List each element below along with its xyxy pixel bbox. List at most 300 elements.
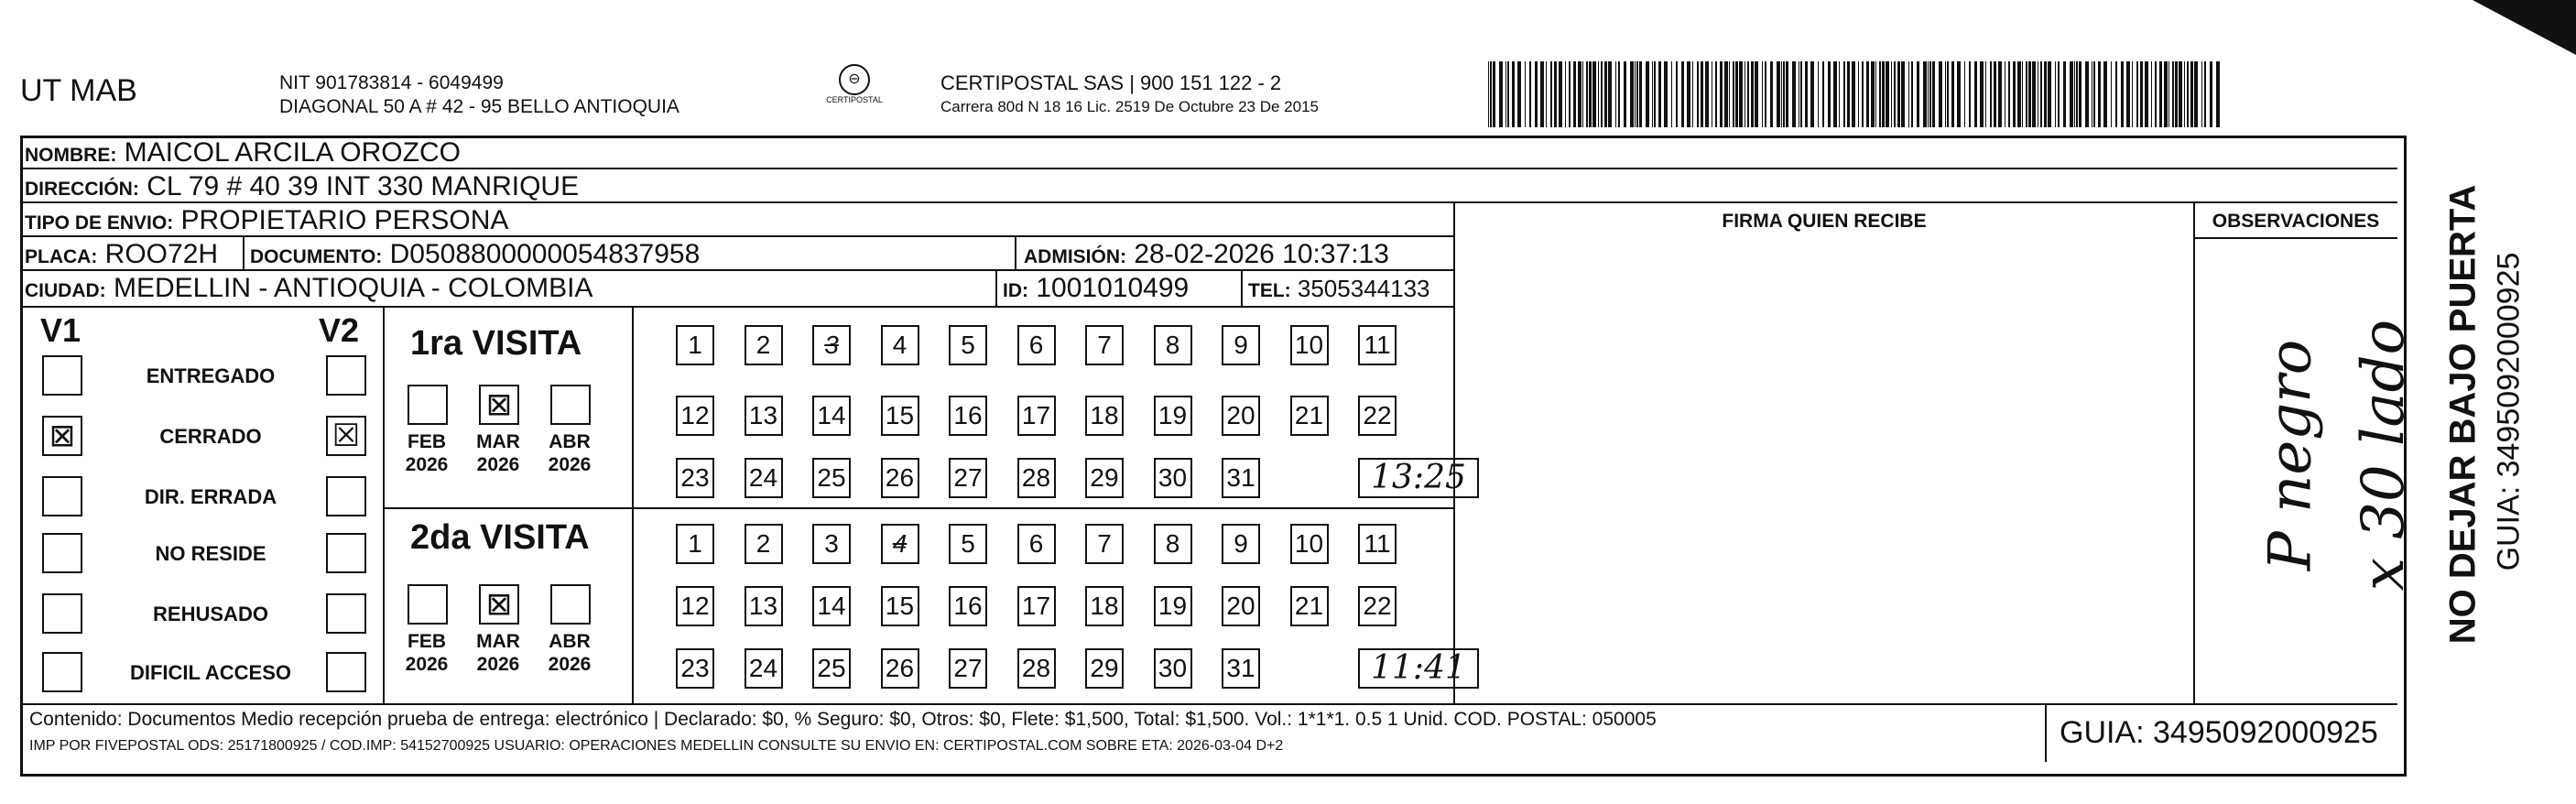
day-box[interactable]: 2 xyxy=(745,524,783,564)
month-checkbox[interactable] xyxy=(550,584,591,625)
barcode-bar xyxy=(2172,61,2174,127)
v1-checkbox[interactable] xyxy=(42,476,82,516)
month-name: FEB xyxy=(408,631,446,652)
month-checkbox[interactable] xyxy=(408,584,448,625)
barcode-bar xyxy=(2074,61,2075,127)
barcode-bar xyxy=(1540,61,1544,127)
barcode-bar xyxy=(1630,61,1634,127)
barcode-bar xyxy=(1792,61,1796,127)
side-panel xyxy=(2408,165,2527,678)
barcode-bar xyxy=(2175,61,2178,127)
barcode-bar xyxy=(1894,61,1896,127)
barcode-bar xyxy=(1639,61,1642,127)
barcode-bar xyxy=(2132,61,2133,127)
barcode-bar xyxy=(1985,61,1986,127)
day-box[interactable]: 17 xyxy=(1017,586,1056,626)
day-box[interactable]: 29 xyxy=(1085,458,1124,498)
v1-checkbox[interactable] xyxy=(42,355,82,396)
barcode-bar xyxy=(1512,61,1515,127)
barcode-bar xyxy=(1697,61,1699,127)
month-year: 2026 xyxy=(548,454,592,475)
day-box[interactable]: 6 xyxy=(1017,325,1056,365)
barcode-bar xyxy=(1658,61,1661,127)
barcode-bar xyxy=(1783,61,1785,127)
barcode-bar xyxy=(1720,61,1723,127)
barcode-bar xyxy=(1747,61,1749,127)
day-box[interactable]: 7 xyxy=(1085,325,1124,365)
barcode-bar xyxy=(2168,61,2169,127)
barcode-bar xyxy=(1777,61,1780,127)
day-box[interactable]: 14 xyxy=(812,586,851,626)
handwriting-line1: P negro xyxy=(2256,339,2325,571)
barcode-bar xyxy=(2216,61,2220,127)
documento-value: D0508800000054837958 xyxy=(389,239,701,269)
v2-checkbox[interactable] xyxy=(326,355,366,396)
barcode-bar xyxy=(1765,61,1766,127)
barcode-bar xyxy=(2028,61,2031,127)
barcode-bar xyxy=(2159,61,2162,127)
v1-header: V1 xyxy=(40,311,82,349)
documento-cell xyxy=(243,237,700,271)
day-box[interactable]: 13 xyxy=(745,586,783,626)
day-box[interactable]: 14 xyxy=(812,396,851,436)
barcode-bar xyxy=(2093,61,2095,127)
day-box[interactable]: 1 xyxy=(676,524,714,564)
barcode-bar xyxy=(1601,61,1603,127)
status-divider xyxy=(383,308,385,703)
direccion-label: DIRECCIÓN: xyxy=(25,179,139,200)
contenido-text: Contenido: Documentos Medio recepción prueba de entrega: electrónico | Declarado: $0, % Seguro: $0, Otros: $0, Flete: $1,500, Total: $1,500. Vol.: 1*1*1. 0.5 1 Unid. COD. POSTAL: 050005 xyxy=(29,709,1657,730)
guia-footer: GUIA: 3495092000925 xyxy=(2045,703,2397,762)
barcode-bar xyxy=(1529,61,1531,127)
barcode-bar xyxy=(2126,61,2130,127)
barcode-bar xyxy=(1586,61,1588,127)
v1-checkbox[interactable] xyxy=(42,652,82,692)
day-box[interactable]: 2 xyxy=(745,325,783,365)
barcode-bar xyxy=(1701,61,1703,127)
v1-checkbox[interactable] xyxy=(42,533,82,573)
id-label: ID: xyxy=(1003,280,1028,301)
barcode-bar xyxy=(2070,61,2073,127)
barcode-bar xyxy=(1781,61,1782,127)
barcode-bar xyxy=(1715,61,1717,127)
firma-header: FIRMA QUIEN RECIBE xyxy=(1722,211,1927,232)
barcode-bar xyxy=(1805,61,1808,127)
barcode-bar xyxy=(1762,61,1763,127)
barcode-bar xyxy=(1879,61,1881,127)
day-box[interactable]: 13 xyxy=(745,396,783,436)
day-box[interactable]: 10 xyxy=(1290,524,1329,564)
day-box[interactable]: 3 xyxy=(812,524,851,564)
barcode-bar xyxy=(1615,61,1616,127)
barcode-bar xyxy=(1578,61,1581,127)
barcode-bar xyxy=(1559,61,1562,127)
barcode-bar xyxy=(2013,61,2016,127)
month-name: FEB xyxy=(408,431,446,452)
day-box[interactable]: 16 xyxy=(949,396,987,436)
barcode-bar xyxy=(2190,61,2193,127)
corner-fold-icon xyxy=(2473,0,2576,55)
day-box[interactable]: 8 xyxy=(1154,325,1192,365)
day-box[interactable]: 19 xyxy=(1154,396,1192,436)
placa-value: ROO72H xyxy=(104,239,219,269)
day-box[interactable]: 16 xyxy=(949,586,987,626)
day-box[interactable]: 19 xyxy=(1154,586,1192,626)
barcode-bar xyxy=(2187,61,2189,127)
side-warning: NO DEJAR BAJO PUERTA xyxy=(2442,184,2484,645)
barcode-bar xyxy=(1852,61,1855,127)
barcode-bar xyxy=(1998,61,2002,127)
barcode-bar xyxy=(2026,61,2027,127)
tel-cell xyxy=(1241,271,1430,306)
barcode-bar xyxy=(1828,61,1831,127)
status-label: CERRADO xyxy=(159,425,262,448)
barcode-bar xyxy=(1550,61,1552,127)
barcode-bar xyxy=(1569,61,1571,127)
barcode-bar xyxy=(1505,61,1506,127)
barcode-bar xyxy=(1945,61,1946,127)
barcode-bar xyxy=(2184,61,2185,127)
barcode-bar xyxy=(1687,61,1690,127)
day-box[interactable]: 31 xyxy=(1222,458,1260,498)
barcode-bar xyxy=(1886,61,1889,127)
tel-value: 3505344133 xyxy=(1297,275,1430,302)
barcode-bar xyxy=(1755,61,1758,127)
barcode-bar xyxy=(2063,61,2066,127)
day-box[interactable]: 22 xyxy=(1358,396,1397,436)
day-box[interactable]: 21 xyxy=(1290,396,1329,436)
barcode-bar xyxy=(2058,61,2060,127)
company-name: UT MAB xyxy=(20,73,137,108)
barcode-bar xyxy=(1490,61,1492,127)
barcode-bar xyxy=(1974,61,1977,127)
month-year: 2026 xyxy=(405,454,449,475)
day-box[interactable]: 25 xyxy=(812,458,851,498)
day-box[interactable]: 23 xyxy=(676,458,714,498)
barcode-bar xyxy=(1525,61,1526,127)
barcode-bar xyxy=(1858,61,1859,127)
handwriting-line2: x 30 lado xyxy=(2350,319,2418,592)
month-label xyxy=(475,630,521,676)
month-label xyxy=(475,430,521,476)
month-year: 2026 xyxy=(476,654,520,675)
barcode-bar xyxy=(1654,61,1656,127)
barcode-bar xyxy=(1862,61,1864,127)
day-box[interactable]: 1 xyxy=(676,325,714,365)
day-box[interactable]: 24 xyxy=(745,458,783,498)
day-box[interactable]: 5 xyxy=(949,325,987,365)
barcode-bar xyxy=(2111,61,2112,127)
day-box[interactable]: 11 xyxy=(1358,524,1397,564)
barcode-bar xyxy=(1908,61,1909,127)
barcode-bar xyxy=(2076,61,2078,127)
barcode-bar xyxy=(1932,61,1935,127)
barcode-image xyxy=(1488,61,2221,127)
day-box[interactable]: 3 xyxy=(812,325,851,365)
day-box[interactable]: 9 xyxy=(1222,524,1260,564)
barcode-bar xyxy=(1635,61,1636,127)
barcode-bar xyxy=(2022,61,2023,127)
v2-checkbox[interactable]: ☒ xyxy=(326,416,366,456)
address-text: DIAGONAL 50 A # 42 - 95 BELLO ANTIOQUIA xyxy=(279,96,679,117)
barcode-bar xyxy=(1535,61,1538,127)
barcode-bar xyxy=(2179,61,2182,127)
barcode-bar xyxy=(1751,61,1754,127)
barcode-bar xyxy=(1929,61,1931,127)
day-box[interactable]: 4 xyxy=(881,325,919,365)
barcode-bar xyxy=(2145,61,2148,127)
nit-text: NIT 901783814 - 6049499 xyxy=(279,72,504,93)
barcode-bar xyxy=(1671,61,1672,127)
barcode-bar xyxy=(1565,61,1566,127)
barcode-bar xyxy=(1980,61,1984,127)
barcode-bar xyxy=(2048,61,2051,127)
day-box[interactable]: 29 xyxy=(1085,648,1124,689)
barcode-bar xyxy=(1554,61,1557,127)
barcode-bar xyxy=(1739,61,1743,127)
day-box[interactable]: 15 xyxy=(881,396,919,436)
time-box[interactable]: 13:25 xyxy=(1358,458,1479,498)
barcode-bar xyxy=(1969,61,1971,127)
barcode-bar xyxy=(2140,61,2143,127)
barcode-bar xyxy=(1681,61,1684,127)
barcode-bar xyxy=(2151,61,2152,127)
barcode-bar xyxy=(1891,61,1892,127)
month-label xyxy=(404,430,450,476)
footer-line xyxy=(20,703,2397,705)
barcode-bar xyxy=(1847,61,1850,127)
day-box[interactable]: 26 xyxy=(881,458,919,498)
firma-divider xyxy=(1453,203,1455,703)
v2-checkbox[interactable] xyxy=(326,533,366,573)
day-box[interactable]: 30 xyxy=(1154,648,1192,689)
side-guia: GUIA: 3495092000925 xyxy=(2491,252,2527,571)
status-label: ENTREGADO xyxy=(146,364,276,387)
day-box[interactable]: 18 xyxy=(1085,586,1124,626)
barcode-bar xyxy=(2115,61,2117,127)
tipo-row xyxy=(20,203,1454,237)
barcode-bar xyxy=(1843,61,1845,127)
imp-text: IMP POR FIVEPOSTAL ODS: 25171800925 / COD.IMP: 54152700925 USUARIO: OPERACIONES MEDELLIN CONSULTE SU ENVIO EN: CERTIPOSTAL.COM SOBRE ETA: 2026-03-04 D+2 xyxy=(29,738,1284,754)
barcode-bar xyxy=(1646,61,1649,127)
day-box[interactable]: 28 xyxy=(1017,648,1056,689)
barcode-bar xyxy=(1800,61,1802,127)
direccion-row xyxy=(20,169,2397,203)
barcode-bar xyxy=(1833,61,1837,127)
day-box[interactable]: 10 xyxy=(1290,325,1329,365)
barcode-bar xyxy=(2032,61,2036,127)
barcode-bar xyxy=(1911,61,1913,127)
barcode-bar xyxy=(1604,61,1607,127)
barcode-bar xyxy=(1875,61,1876,127)
month-year: 2026 xyxy=(548,654,592,675)
day-box[interactable]: 18 xyxy=(1085,396,1124,436)
barcode-bar xyxy=(1839,61,1840,127)
day-box[interactable]: 22 xyxy=(1358,586,1397,626)
logo-text: CERTIPOSTAL xyxy=(826,95,883,104)
barcode-bar xyxy=(1735,61,1738,127)
barcode-bar xyxy=(2136,61,2138,127)
month-name: ABR xyxy=(549,631,591,652)
nombre-value: MAICOL ARCILA OROZCO xyxy=(124,137,461,168)
barcode-bar xyxy=(1724,61,1728,127)
month-year: 2026 xyxy=(405,654,449,675)
barcode-bar xyxy=(1810,61,1814,127)
barcode-bar xyxy=(1897,61,1900,127)
day-box[interactable]: 24 xyxy=(745,648,783,689)
day-box[interactable]: 5 xyxy=(949,524,987,564)
barcode-bar xyxy=(1733,61,1734,127)
barcode-bar xyxy=(1866,61,1869,127)
barcode-bar xyxy=(2098,61,2101,127)
visit1-title: 1ra VISITA xyxy=(410,324,582,363)
months-divider xyxy=(632,308,634,703)
logo-mark-icon: ⊖ xyxy=(839,64,870,95)
ciudad-label: CIUDAD: xyxy=(25,280,106,301)
day-box[interactable]: 20 xyxy=(1222,586,1260,626)
barcode-bar xyxy=(1818,61,1819,127)
barcode-bar xyxy=(1592,61,1596,127)
barcode-bar xyxy=(1582,61,1583,127)
barcode-bar xyxy=(1488,61,1489,127)
obs-header-line xyxy=(2193,237,2397,239)
barcode-bar xyxy=(1546,61,1547,127)
barcode-bar xyxy=(2121,61,2124,127)
certipostal-logo xyxy=(813,64,896,119)
nombre-label: NOMBRE: xyxy=(25,145,117,166)
day-box[interactable]: 26 xyxy=(881,648,919,689)
month-year: 2026 xyxy=(476,454,520,475)
barcode-bar xyxy=(1589,61,1592,127)
status-label: REHUSADO xyxy=(153,603,268,625)
barcode-bar xyxy=(1705,61,1709,127)
tipo-value: PROPIETARIO PERSONA xyxy=(180,205,509,235)
barcode-bar xyxy=(1493,61,1495,127)
v1-checkbox[interactable] xyxy=(42,593,82,634)
barcode-bar xyxy=(1822,61,1824,127)
barcode-bar xyxy=(2204,61,2206,127)
barcode-bar xyxy=(1618,61,1620,127)
day-box[interactable]: 21 xyxy=(1290,586,1329,626)
admision-value: 28-02-2026 10:37:13 xyxy=(1134,239,1389,269)
day-box[interactable]: 9 xyxy=(1222,325,1260,365)
barcode-bar xyxy=(1994,61,1996,127)
month-checkbox[interactable]: ⊠ xyxy=(479,385,519,425)
month-name: MAR xyxy=(476,431,520,452)
documento-label: DOCUMENTO: xyxy=(250,246,383,267)
v2-checkbox[interactable] xyxy=(326,593,366,634)
courier-license: Carrera 80d N 18 16 Lic. 2519 De Octubre 23 De 2015 xyxy=(940,98,1319,115)
barcode-bar xyxy=(2103,61,2107,127)
day-box[interactable]: 27 xyxy=(949,458,987,498)
barcode-bar xyxy=(2201,61,2202,127)
day-box[interactable]: 8 xyxy=(1154,524,1192,564)
barcode-bar xyxy=(1923,61,1927,127)
barcode-bar xyxy=(2044,61,2047,127)
v2-header: V2 xyxy=(319,311,360,349)
day-box[interactable]: 30 xyxy=(1154,458,1192,498)
barcode-bar xyxy=(2194,61,2198,127)
barcode-bar xyxy=(2079,61,2081,127)
barcode-bar xyxy=(2055,61,2056,127)
barcode-bar xyxy=(1636,61,1638,127)
month-checkbox[interactable]: ⊠ xyxy=(479,584,519,625)
month-label xyxy=(547,430,592,476)
day-box[interactable]: 27 xyxy=(949,648,987,689)
direccion-value: CL 79 # 40 39 INT 330 MANRIQUE xyxy=(147,171,580,201)
admision-cell xyxy=(1015,237,1389,271)
month-checkbox[interactable] xyxy=(408,385,448,425)
day-box[interactable]: 7 xyxy=(1085,524,1124,564)
barcode-bar xyxy=(1928,61,1929,127)
barcode-bar xyxy=(1947,61,1949,127)
barcode-bar xyxy=(1770,61,1773,127)
day-box[interactable]: 15 xyxy=(881,586,919,626)
barcode-bar xyxy=(1882,61,1885,127)
month-checkbox[interactable] xyxy=(550,385,591,425)
placa-label: PLACA: xyxy=(25,246,98,267)
day-box[interactable]: 12 xyxy=(676,586,714,626)
courier-name: CERTIPOSTAL SAS | 900 151 122 - 2 xyxy=(940,71,1282,94)
barcode-bar xyxy=(1786,61,1788,127)
day-box[interactable]: 4 xyxy=(881,524,919,564)
day-box[interactable]: 20 xyxy=(1222,396,1260,436)
id-value: 1001010499 xyxy=(1036,273,1190,303)
day-box[interactable]: 31 xyxy=(1222,648,1260,689)
observaciones-header: OBSERVACIONES xyxy=(2212,211,2380,232)
v2-checkbox[interactable] xyxy=(326,476,366,516)
nombre-row xyxy=(20,136,2397,169)
time-box[interactable]: 11:41 xyxy=(1358,648,1479,689)
day-box[interactable]: 12 xyxy=(676,396,714,436)
barcode-bar xyxy=(1598,61,1599,127)
barcode-bar xyxy=(1573,61,1576,127)
v2-checkbox[interactable] xyxy=(326,652,366,692)
barcode-bar xyxy=(1499,61,1503,127)
barcode-bar xyxy=(1652,61,1653,127)
barcode-bar xyxy=(1871,61,1875,127)
barcode-bar xyxy=(2085,61,2089,127)
v1-checkbox[interactable]: ⊠ xyxy=(42,416,82,456)
barcode-bar xyxy=(1917,61,1919,127)
observaciones-handwriting xyxy=(2193,256,2418,687)
day-box[interactable]: 28 xyxy=(1017,458,1056,498)
day-box[interactable]: 23 xyxy=(676,648,714,689)
barcode-bar xyxy=(1517,61,1521,127)
ciudad-value: MEDELLIN - ANTIOQUIA - COLOMBIA xyxy=(114,273,593,303)
barcode-bar xyxy=(1901,61,1905,127)
tel-label: TEL: xyxy=(1248,280,1291,301)
ciudad-row xyxy=(20,271,1454,308)
visit2-title: 2da VISITA xyxy=(410,518,590,557)
day-box[interactable]: 17 xyxy=(1017,396,1056,436)
barcode-bar xyxy=(1729,61,1730,127)
day-box[interactable]: 6 xyxy=(1017,524,1056,564)
barcode-bar xyxy=(2210,61,2212,127)
month-name: ABR xyxy=(549,431,591,452)
barcode-bar xyxy=(2040,61,2042,127)
barcode-bar xyxy=(1692,61,1693,127)
status-label: DIFICIL ACCESO xyxy=(129,661,291,684)
barcode-bar xyxy=(1676,61,1678,127)
day-box[interactable]: 11 xyxy=(1358,325,1397,365)
id-cell xyxy=(995,271,1189,306)
barcode-bar xyxy=(1507,61,1509,127)
courier-info xyxy=(940,71,1319,119)
barcode-bar xyxy=(1957,61,1961,127)
barcode-bar xyxy=(1990,61,1992,127)
day-box[interactable]: 25 xyxy=(812,648,851,689)
